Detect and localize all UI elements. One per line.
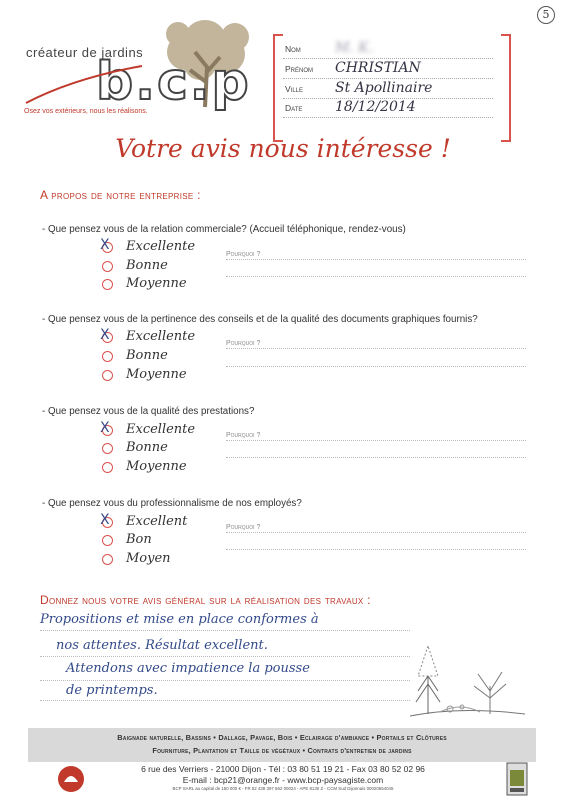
check-mark: X (100, 327, 110, 343)
date-row (283, 99, 493, 118)
certification-logo-left (56, 764, 86, 798)
q4-answer-line-1[interactable] (226, 532, 526, 533)
comment-line-3[interactable] (40, 680, 410, 681)
q3-answer-line-1[interactable] (226, 440, 526, 441)
page-number: 5 (537, 6, 555, 24)
radio-button[interactable] (102, 443, 113, 454)
comment-text-line-2: nos attentes. Résultat excellent. (56, 638, 268, 653)
section-title-general: Donnez nous votre avis général sur la réalisation des travaux : (40, 593, 371, 607)
question-3: - Que pensez vous de la qualité des prestations? (42, 406, 255, 417)
footer-address: 6 rue des Verriers - 21000 Dijon - Tél : 03 80 51 19 21 - Fax 03 80 52 02 96 (141, 764, 425, 774)
option-label: Bonne (126, 348, 168, 363)
garden-illustration (400, 636, 530, 726)
comment-line-2[interactable] (40, 656, 410, 657)
footer-services-line-2: Fourniture, Plantation et Taille de végétaux • Contrats d'entretien de jardins (152, 746, 412, 755)
prenom-value: CHRISTIAN (335, 60, 421, 76)
q4-answer-line-2[interactable] (226, 549, 526, 550)
ville-row (283, 80, 493, 99)
question-4: - Que pensez vous du professionnalisme de nos employés? (42, 498, 302, 509)
radio-button[interactable] (102, 535, 113, 546)
date-label: Date (285, 103, 303, 113)
q2-why-label: Pourquoi ? (226, 340, 261, 347)
comment-line-1[interactable] (40, 630, 410, 631)
q1-answer-line-2[interactable] (226, 276, 526, 277)
check-mark: X (100, 237, 110, 253)
question-1: - Que pensez vous de la relation commerciale? (Accueil téléphonique, rendez-vous) (42, 224, 406, 235)
info-bracket-right (501, 34, 511, 142)
section-title-company: A propos de notre entreprise : (40, 188, 201, 202)
ville-value: St Apollinaire (335, 80, 433, 96)
footer-legal: BCP SARL au capital de 150 000 € - FR 52 438 397 662 00024 - APE 8130 Z - CCM Sud Dijonnais 00020654045 (172, 786, 394, 791)
option-label: Excellente (126, 239, 196, 254)
prenom-row (283, 60, 493, 79)
check-mark: X (100, 420, 110, 436)
q3-answer-line-2[interactable] (226, 457, 526, 458)
option-label: Excellent (126, 514, 188, 529)
footer-services-band (28, 728, 536, 762)
radio-button[interactable] (102, 351, 113, 362)
question-2: - Que pensez vous de la pertinence des conseils et de la qualité des documents graphiques fournis? (42, 314, 478, 325)
date-value: 18/12/2014 (335, 99, 416, 115)
q1-answer-line-1[interactable] (226, 259, 526, 260)
page-headline: Votre avis nous intéresse ! (115, 134, 451, 163)
footer-services-line-1: Baignade naturelle, Bassins • Dallage, Pavage, Bois • Eclairage d'ambiance • Portails et Clôtures (117, 733, 447, 742)
option-label: Excellente (126, 329, 196, 344)
logo-swoosh (24, 58, 144, 112)
option-label: Excellente (126, 422, 196, 437)
logo-tagline: Osez vos extérieurs, nous les réalisons. (24, 108, 148, 115)
prenom-label: Prénom (285, 64, 314, 74)
check-mark: X (100, 512, 110, 528)
option-label: Moyenne (126, 276, 187, 291)
q3-why-label: Pourquoi ? (226, 432, 261, 439)
comment-text-line-4: de printemps. (66, 683, 158, 698)
option-label: Moyenne (126, 367, 187, 382)
certification-logo-right (506, 762, 528, 800)
option-label: Bonne (126, 440, 168, 455)
q1-why-label: Pourquoi ? (226, 251, 261, 258)
option-label: Bonne (126, 258, 168, 273)
q4-why-label: Pourquoi ? (226, 524, 261, 531)
footer-email: E-mail : bcp21@orange.fr - www.bcp-paysagiste.com (182, 775, 384, 785)
q2-answer-line-2[interactable] (226, 366, 526, 367)
comment-text-line-1: Propositions et mise en place conformes à (40, 612, 319, 627)
nom-row (283, 40, 493, 59)
nom-value: M. K. (335, 40, 374, 56)
radio-button[interactable] (102, 554, 113, 565)
comment-text-line-3: Attendons avec impatience la pousse (66, 661, 310, 676)
option-label: Moyenne (126, 459, 187, 474)
logo-brand: b.c.p (96, 52, 251, 112)
radio-button[interactable] (102, 279, 113, 290)
comment-line-4[interactable] (40, 700, 410, 701)
radio-button[interactable] (102, 462, 113, 473)
option-label: Bon (126, 532, 152, 547)
option-label: Moyen (126, 551, 171, 566)
radio-button[interactable] (102, 370, 113, 381)
ville-label: Ville (285, 84, 304, 94)
nom-label: Nom (285, 44, 301, 54)
radio-button[interactable] (102, 261, 113, 272)
q2-answer-line-1[interactable] (226, 348, 526, 349)
logo-top-text: créateur de jardins (26, 45, 144, 60)
info-bracket-left (273, 34, 283, 142)
